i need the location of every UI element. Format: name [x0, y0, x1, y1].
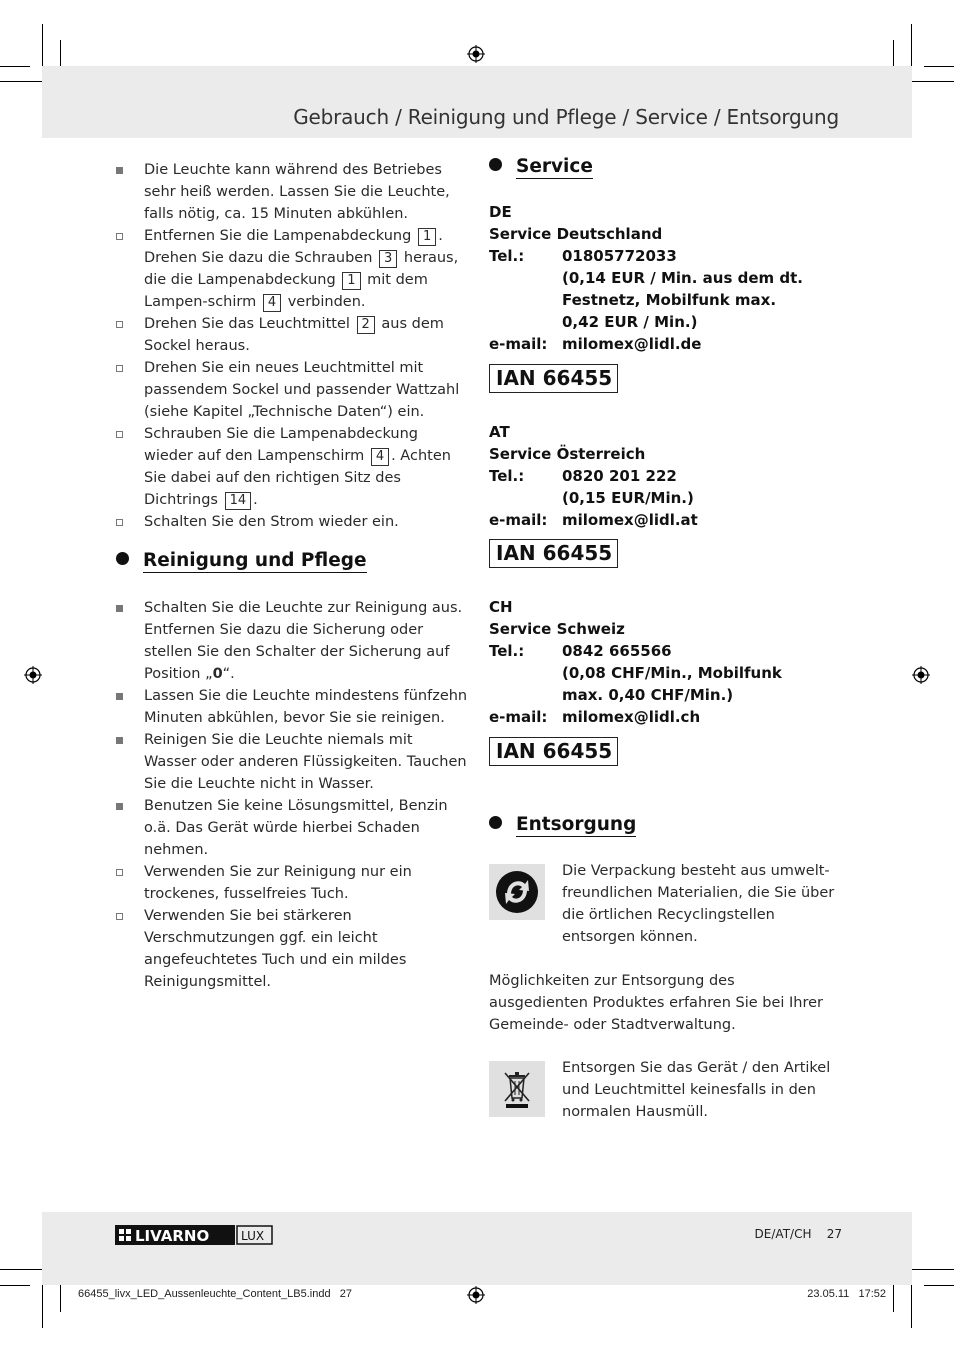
file-info: 66455_livx_LED_Aussenleuchte_Content_LB5.indd 27 — [78, 1288, 352, 1300]
heading-bullet-icon — [116, 552, 129, 565]
filled-square-bullet-icon — [116, 605, 123, 612]
list-item — [116, 729, 468, 795]
locale-page-number: DE/AT/CH 27 — [754, 1227, 842, 1241]
list-item-text: . Drehen Sie dazu die Schrauben — [144, 228, 443, 266]
cleaning-heading: Reinigung und Pflege — [116, 550, 367, 571]
green-dot-recycling-icon — [489, 864, 545, 920]
list-item-text: Drehen Sie ein neues Leuchtmittel mit passendem Sockel und passender Wattzahl (siehe Kapitel „Technische Daten“) ein. — [144, 360, 460, 420]
service-tel-row — [489, 487, 698, 509]
list-item-text: Entfernen Sie die Lampenabdeckung — [144, 228, 416, 244]
service-tel-row — [489, 311, 803, 333]
filled-square-bullet-icon — [116, 803, 123, 810]
list-item-text: . — [253, 492, 258, 508]
tel-value: max. 0,40 CHF/Min.) — [562, 686, 734, 704]
crop-mark — [0, 1269, 48, 1270]
list-item — [116, 159, 468, 225]
crop-mark — [0, 81, 48, 82]
service-name: Service Schweiz — [489, 620, 625, 638]
part-reference-number: 4 — [371, 448, 389, 466]
list-item — [116, 685, 468, 729]
service-tel-row — [489, 267, 803, 289]
device-disposal-text: Entsorgen Sie das Gerät / den Artikel und Leuchtmittel keinesfalls in den normalen Hausmüll. — [562, 1060, 831, 1120]
brand-suffix: LUX — [241, 1229, 265, 1243]
crop-mark — [911, 1282, 912, 1328]
list-item-text: Lassen Sie die Leuchte mindestens fünfzehn Minuten abkühlen, bevor Sie sie reinigen. — [144, 688, 468, 726]
service-tel-row — [489, 684, 782, 706]
open-square-bullet-icon — [116, 913, 123, 920]
part-reference-number: 14 — [225, 492, 252, 510]
brand-name: LIVARNO — [135, 1227, 210, 1245]
list-item-text: Schrauben Sie die Lampenabdeckung wieder auf den Lampenschirm — [144, 426, 418, 464]
crop-mark — [893, 1282, 894, 1312]
packaging-text: Die Verpackung besteht aus umwelt-freundlichen Materialien, die Sie über die örtlichen Recyclingstellen entsorgen können. — [562, 863, 835, 945]
service-email-row — [489, 706, 782, 728]
part-reference-number: 4 — [263, 294, 281, 312]
list-item-text: Die Leuchte kann während des Betriebes sehr heiß werden. Lassen Sie die Leuchte, falls nötig, ca. 15 Minuten abkühlen. — [144, 162, 450, 222]
open-square-bullet-icon — [116, 365, 123, 372]
list-item — [116, 225, 468, 313]
registration-mark-icon — [24, 666, 42, 684]
open-square-bullet-icon — [116, 321, 123, 328]
open-square-bullet-icon — [116, 519, 123, 526]
service-country: AT — [489, 423, 510, 441]
crossed-bin-weee-icon — [489, 1061, 545, 1117]
service-email-row — [489, 333, 803, 355]
tel-value: (0,08 CHF/Min., Mobilfunk — [562, 664, 782, 682]
filled-square-bullet-icon — [116, 693, 123, 700]
filled-square-bullet-icon — [116, 737, 123, 744]
part-reference-number: 3 — [379, 250, 397, 268]
email-label: e-mail: — [489, 511, 548, 529]
tel-value: Festnetz, Mobilfunk max. — [562, 291, 777, 309]
part-reference-number: 1 — [418, 228, 436, 246]
list-item — [116, 795, 468, 861]
part-reference-number: 1 — [342, 272, 360, 290]
service-name: Service Deutschland — [489, 225, 663, 243]
footer-band — [42, 1212, 912, 1285]
email-value[interactable]: milomex@lidl.de — [562, 335, 702, 353]
ian-number-box: IAN 66455 — [489, 539, 618, 568]
crop-mark — [42, 1282, 43, 1328]
service-tel-row — [489, 289, 803, 311]
list-item — [116, 597, 468, 685]
list-item-text: Benutzen Sie keine Lösungsmittel, Benzin o.ä. Das Gerät würde hierbei Schaden nehmen. — [144, 798, 448, 858]
open-square-bullet-icon — [116, 233, 123, 240]
list-item-text: Verwenden Sie zur Reinigung nur ein trockenes, fusselfreies Tuch. — [144, 864, 412, 902]
page-title: Gebrauch / Reinigung und Pflege / Service / Entsorgung — [293, 105, 839, 129]
disposal-heading: Entsorgung — [489, 814, 636, 835]
brand-logo — [115, 1225, 273, 1245]
crop-mark — [0, 1285, 30, 1286]
email-label: e-mail: — [489, 708, 548, 726]
crop-mark — [911, 24, 912, 70]
list-item — [116, 313, 468, 357]
registration-mark-icon — [912, 666, 930, 684]
heading-bullet-icon — [489, 816, 502, 829]
list-item-text: Reinigen Sie die Leuchte niemals mit Wasser oder anderen Flüssigkeiten. Tauchen Sie die Leuchte nicht in Wasser. — [144, 732, 467, 792]
list-item-text: Schalten Sie den Strom wieder ein. — [144, 514, 399, 530]
tel-value: (0,14 EUR / Min. aus dem dt. — [562, 269, 803, 287]
service-country: DE — [489, 203, 512, 221]
list-item-text: Schalten Sie die Leuchte zur Reinigung aus. Entfernen Sie dazu die Sicherung oder stellen Sie den Schalter der Sicherung auf Position „ — [144, 600, 463, 682]
date-info: 23.05.11 17:52 — [807, 1288, 886, 1300]
list-item — [116, 423, 468, 511]
open-square-bullet-icon — [116, 869, 123, 876]
list-item-text: mit dem Lampen-schirm — [144, 272, 428, 310]
list-item-text: Verwenden Sie bei stärkeren Verschmutzungen ggf. ein leicht angefeuchtetes Tuch und ein mildes Reinigungsmittel. — [144, 908, 407, 990]
list-item-text: Drehen Sie das Leuchtmittel — [144, 316, 355, 332]
part-reference-number: 2 — [357, 316, 375, 334]
tel-label: Tel.: — [489, 247, 525, 265]
tel-label: Tel.: — [489, 642, 525, 660]
list-item-text: aus dem Sockel heraus. — [144, 316, 444, 354]
list-item-text: . Achten Sie dabei auf den richtigen Sitz des Dichtrings — [144, 448, 451, 508]
ian-number-box: IAN 66455 — [489, 737, 618, 766]
service-block-de — [489, 201, 803, 355]
list-item — [116, 357, 468, 423]
email-value[interactable]: milomex@lidl.at — [562, 511, 698, 529]
service-tel-row — [489, 662, 782, 684]
service-block-ch — [489, 596, 782, 728]
heading-bullet-icon — [489, 158, 502, 171]
tel-value: 01805772033 — [562, 247, 677, 265]
email-label: e-mail: — [489, 335, 548, 353]
service-tel-row — [489, 245, 803, 267]
service-block-at — [489, 421, 698, 531]
crop-mark — [906, 1269, 954, 1270]
list-item — [116, 861, 468, 905]
service-heading: Service — [489, 156, 593, 177]
crop-mark — [60, 1282, 61, 1312]
tel-value: 0842 665566 — [562, 642, 672, 660]
email-value[interactable]: milomex@lidl.ch — [562, 708, 701, 726]
bold-text: 0 — [212, 666, 223, 682]
cleaning-list — [116, 597, 468, 993]
service-name: Service Österreich — [489, 445, 646, 463]
registration-mark-icon — [467, 1286, 485, 1304]
crop-mark — [924, 66, 954, 67]
open-square-bullet-icon — [116, 431, 123, 438]
crop-mark — [906, 81, 954, 82]
list-item-text: verbinden. — [283, 294, 366, 310]
service-tel-row — [489, 640, 782, 662]
tel-label: Tel.: — [489, 467, 525, 485]
tel-value: 0,42 EUR / Min.) — [562, 313, 698, 331]
list-item — [116, 511, 468, 533]
usage-list — [116, 159, 468, 533]
crop-mark — [42, 24, 43, 70]
registration-mark-icon — [467, 45, 485, 63]
list-item — [116, 905, 468, 993]
disposal-options-text: Möglichkeiten zur Entsorgung des ausgedienten Produktes erfahren Sie bei Ihrer Gemeinde- oder Stadtverwaltung. — [489, 973, 824, 1033]
filled-square-bullet-icon — [116, 167, 123, 174]
ian-number-box: IAN 66455 — [489, 364, 618, 393]
service-email-row — [489, 509, 698, 531]
service-country: CH — [489, 598, 513, 616]
list-item-text: “. — [222, 666, 235, 682]
tel-value: 0820 201 222 — [562, 467, 677, 485]
tel-value: (0,15 EUR/Min.) — [562, 489, 694, 507]
crop-mark — [0, 66, 30, 67]
service-tel-row — [489, 465, 698, 487]
list-item-text: heraus, die die Lampenabdeckung — [144, 250, 459, 288]
crop-mark — [924, 1285, 954, 1286]
